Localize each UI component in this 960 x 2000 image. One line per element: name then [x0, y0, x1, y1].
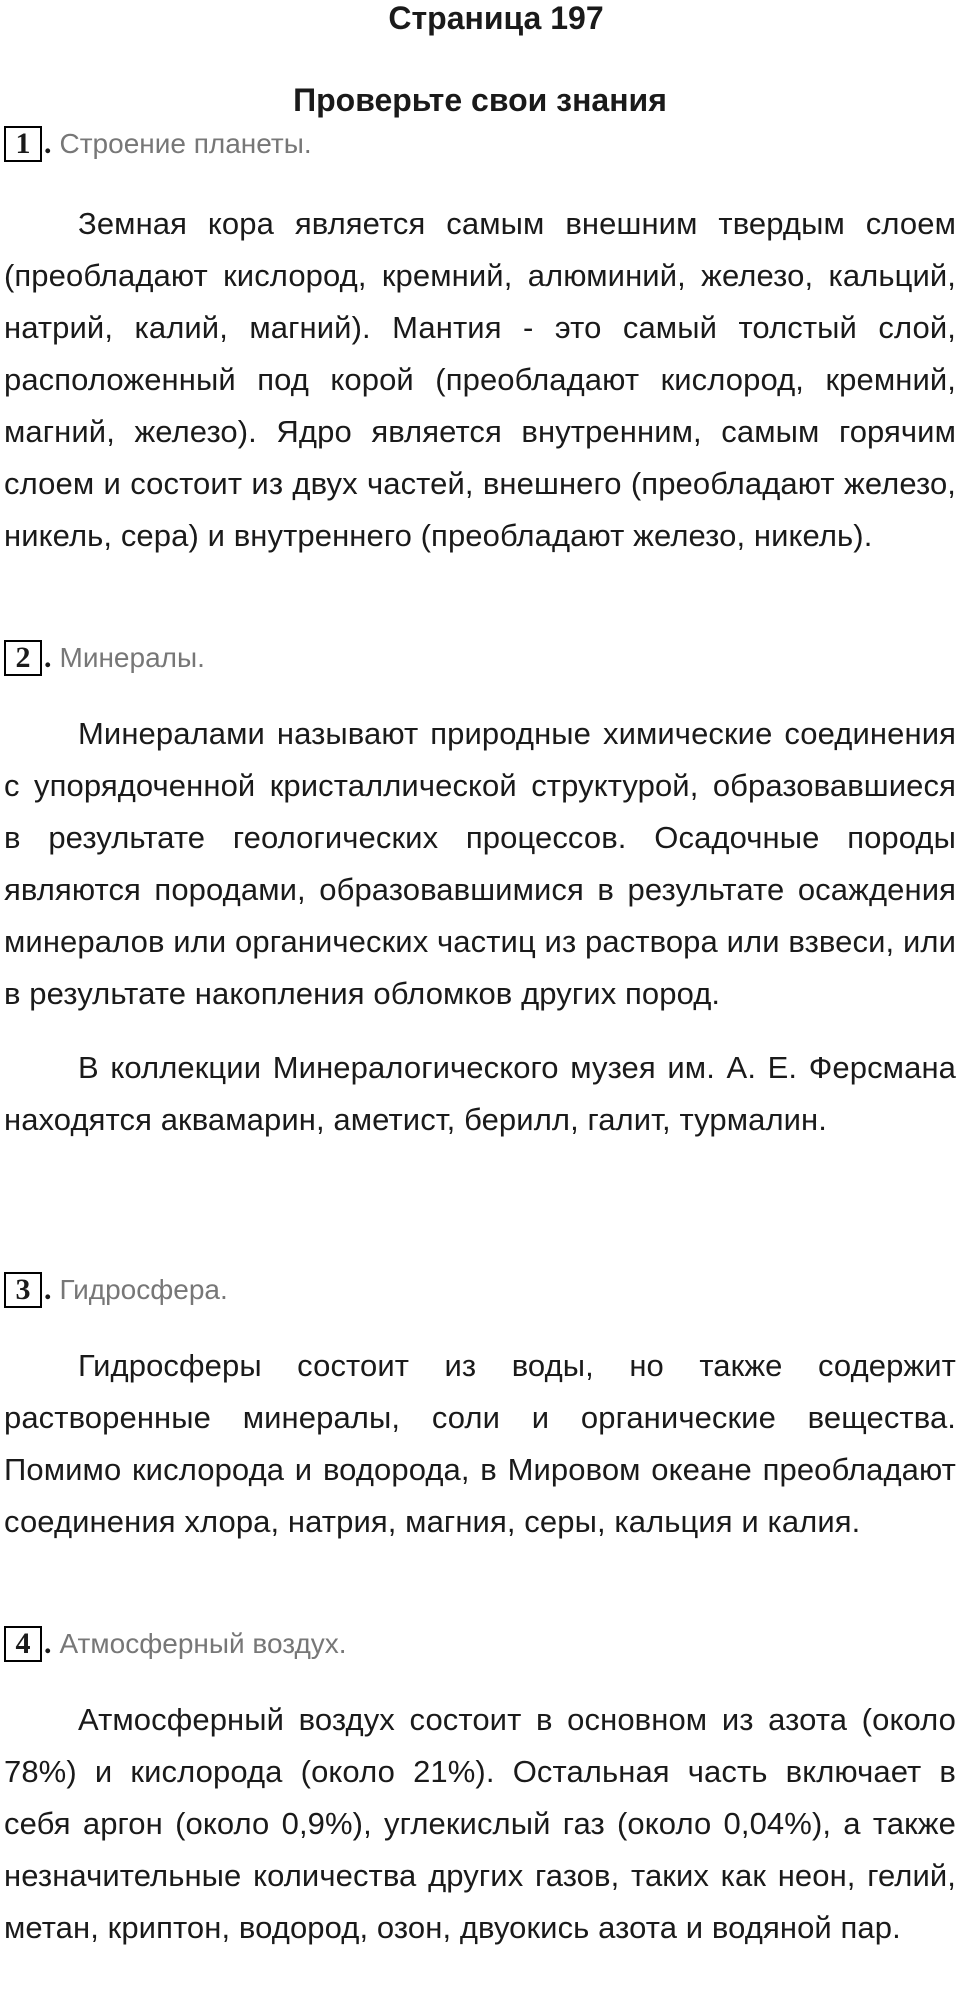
page	[4, 0, 956, 1945]
task-3-header	[4, 1270, 956, 1310]
task-3	[4, 1270, 956, 1548]
page-title: Страница 197	[388, 0, 604, 36]
task-number-box: 1	[4, 126, 42, 162]
task-number-box: 4	[4, 1626, 42, 1662]
task-4-paragraph-1: Атмосферный воздух состоит в основном из азота (около 78%) и кислорода (около 21%). Остальная часть включает в себя аргон (около 0,9%), углекислый газ (около 0,04%), а также незначительные количества других газов, таких как неон, гелий, метан, криптон, водород, озон, двуокись азота и водяной пар.	[4, 1702, 956, 1945]
task-2-paragraph-2: В коллекции Минералогического музея им. А. Е. Ферсмана находятся аквамарин, аметист, берилл, галит, турмалин.	[4, 1050, 956, 1137]
task-2-paragraph-1: Минералами называют природные химические соединения с упорядоченной кристаллической структурой, образовавшиеся в результате геологических процессов. Осадочные породы являются породами, образовавшимися в результате осаждения минералов или органических частиц из раствора или взвеси, или в результате накопления обломков других пород.	[4, 716, 956, 1011]
task-1	[4, 124, 956, 562]
task-4-header	[4, 1624, 956, 1664]
task-1-header	[4, 124, 956, 164]
task-number: 1 .	[4, 126, 60, 162]
task-2-header	[4, 638, 956, 678]
task-label: Гидросфера.	[59, 1274, 228, 1305]
task-label: Минералы.	[59, 642, 205, 673]
task-label: Строение планеты.	[59, 128, 312, 159]
task-3-paragraph-1: Гидросферы состоит из воды, но также содержит растворенные минералы, соли и органические вещества. Помимо кислорода и водорода, в Мировом океане преобладают соединения хлора, натрия, магния, серы, кальция и калия.	[4, 1348, 956, 1539]
task-number: 3 .	[4, 1272, 60, 1308]
task-4	[4, 1624, 956, 1954]
task-number: 2 .	[4, 640, 60, 676]
task-1-paragraph-1: Земная кора является самым внешним твердым слоем (преобладают кислород, кремний, алюминий, железо, кальций, натрий, калий, магний). Мантия - это самый толстый слой, расположенный под корой (преобладают кислород, кремний, магний, железо). Ядро является внутренним, самым горячим слоем и состоит из двух частей, внешнего (преобладают железо, никель, сера) и внутреннего (преобладают железо, никель).	[4, 206, 956, 553]
task-2	[4, 638, 956, 1146]
task-number-box: 2	[4, 640, 42, 676]
task-label: Атмосферный воздух.	[59, 1628, 347, 1659]
section-heading: Проверьте свои знания	[293, 82, 667, 118]
task-number: 4 .	[4, 1626, 60, 1662]
task-number-box: 3	[4, 1272, 42, 1308]
